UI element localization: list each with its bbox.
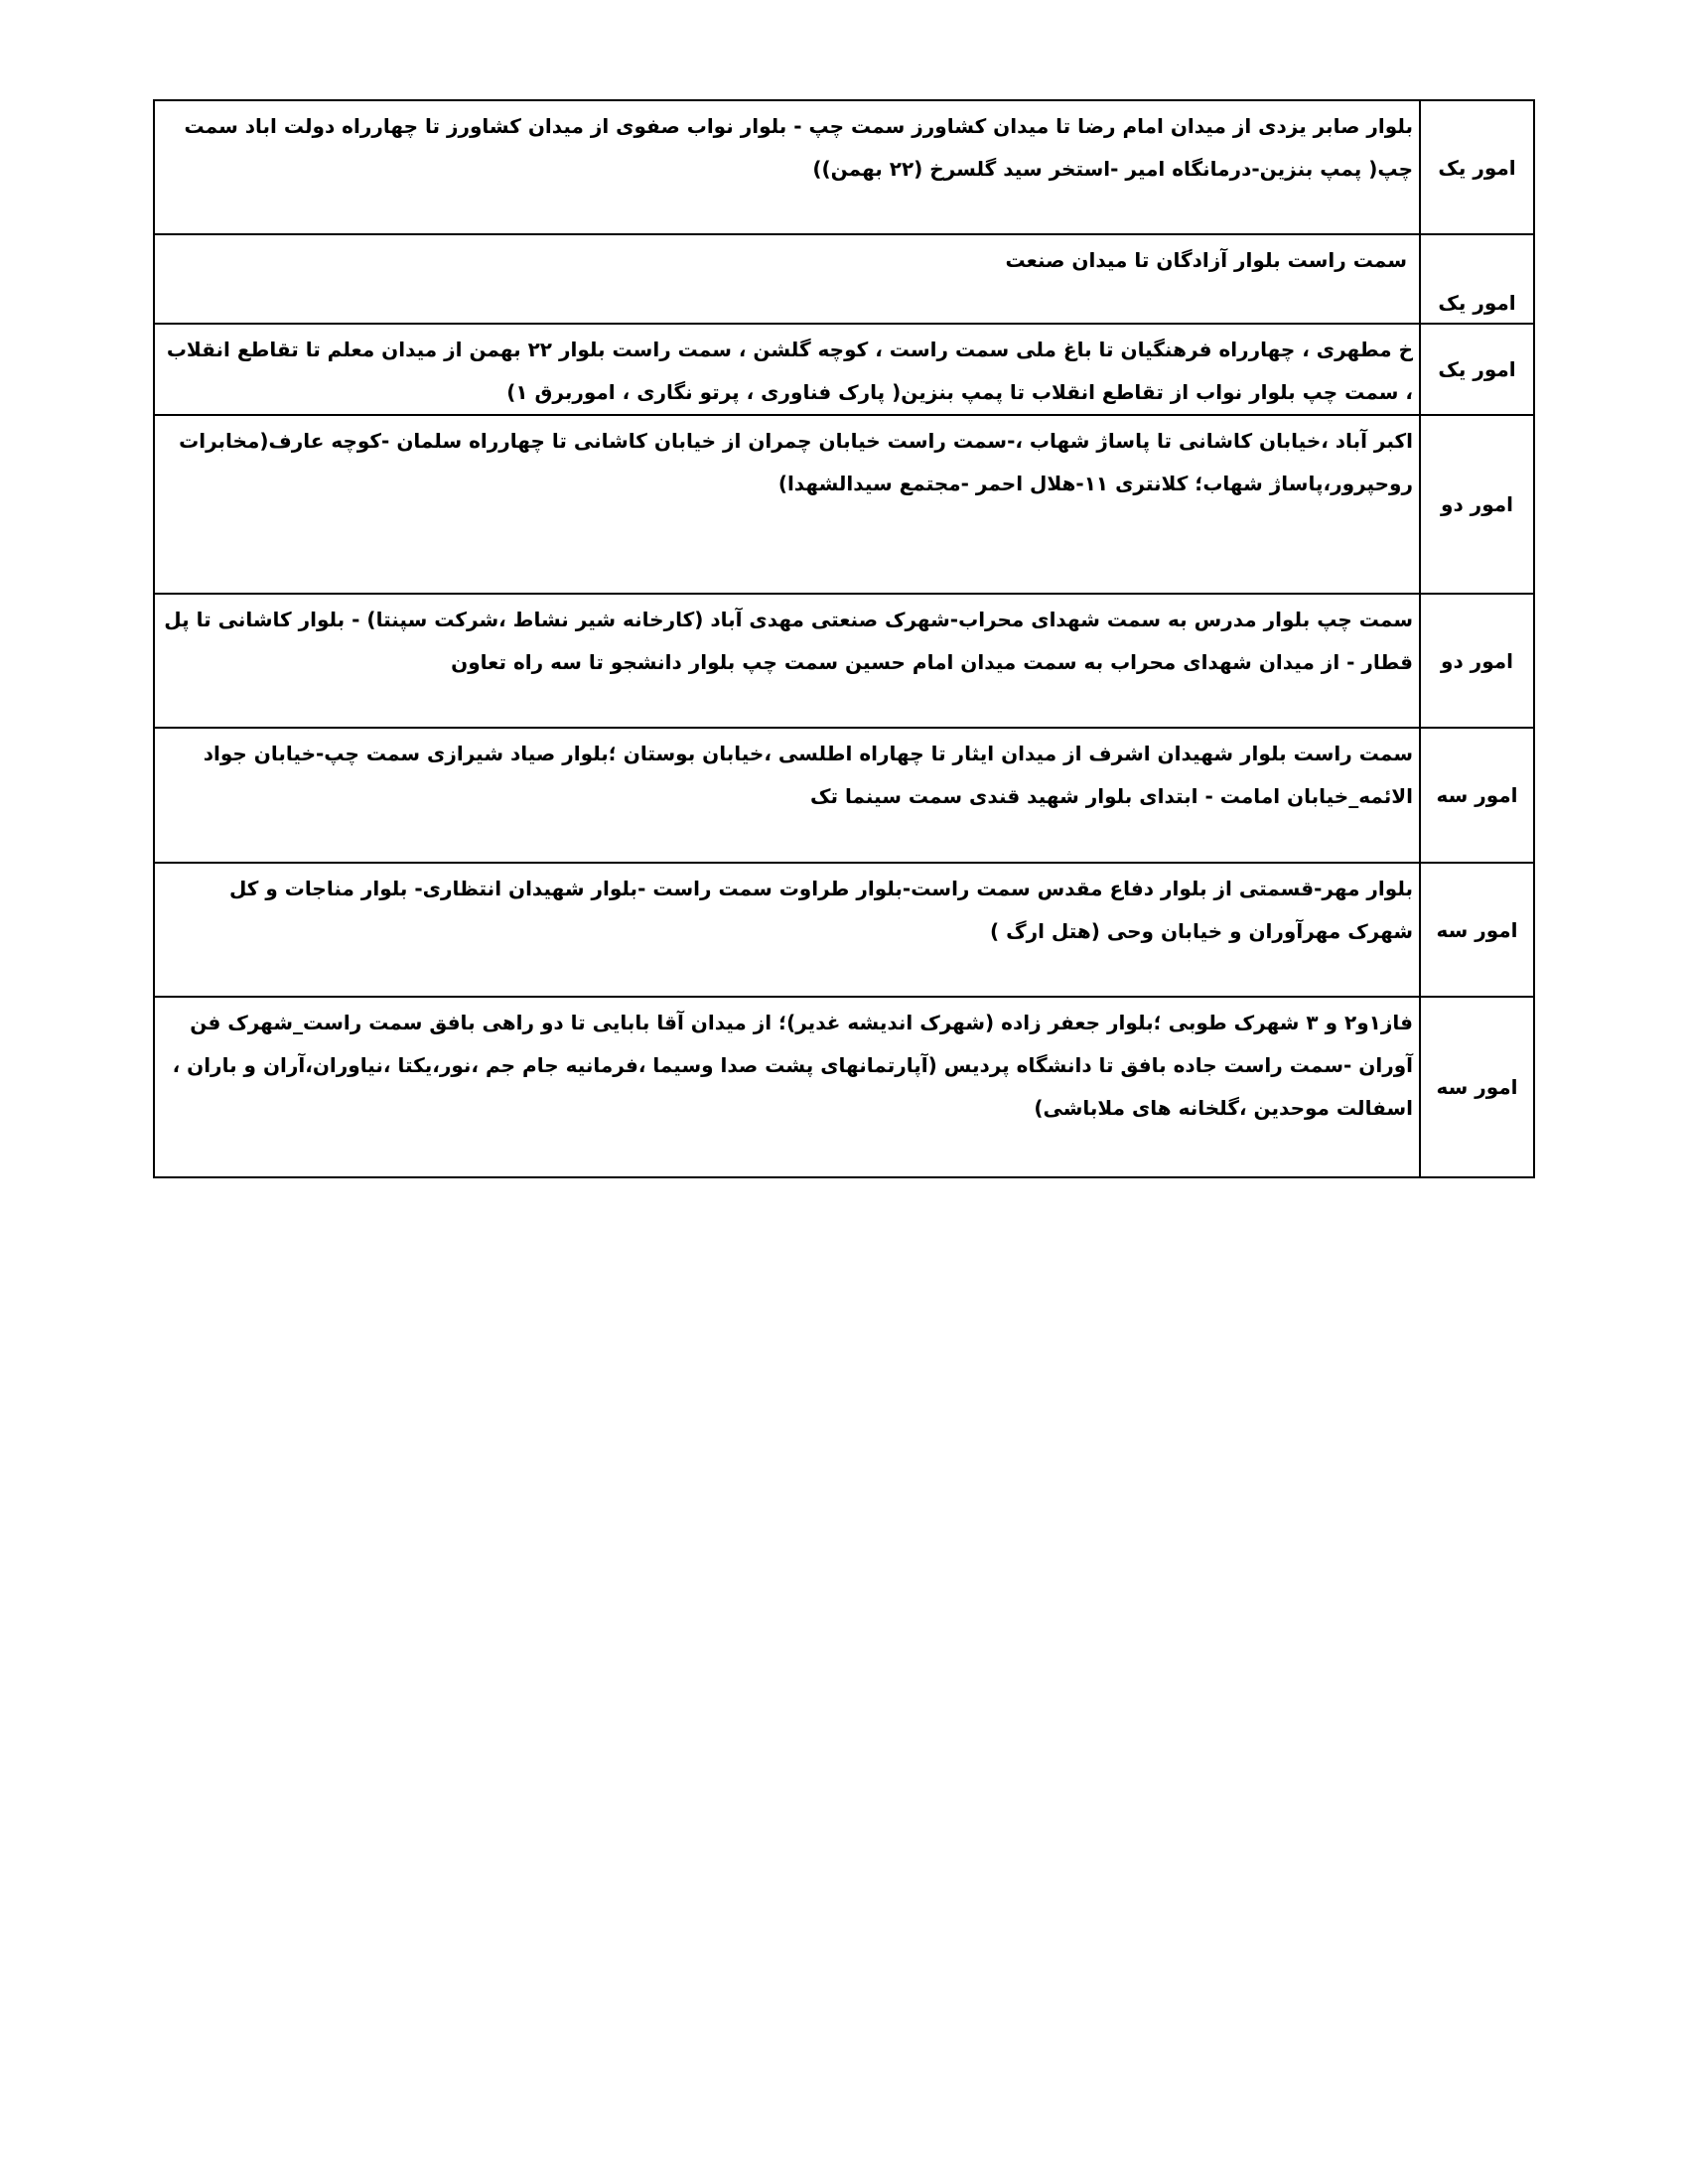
table-row xyxy=(154,728,1534,863)
table-row xyxy=(154,100,1534,234)
areas-cell: فاز۱و۲ و ۳ شهرک طوبی ؛بلوار جعفر زاده (شهرک اندیشه غدیر)؛ از میدان آقا بابایی تا دو راهی بافق سمت راست_شهرک فن آوران -سمت راست جاده بافق تا دانشگاه پردیس (آپارتمانهای پشت صدا وسیما ،فرمانیه جام جم ،نور،یکتا ،نیاوران،آران و باران ، اسفالت موحدین ،گلخانه های ملاباشی) xyxy=(154,997,1420,1177)
outage-areas-table xyxy=(153,99,1535,1178)
district-cell: امور یک xyxy=(1420,234,1534,324)
district-cell: امور سه xyxy=(1420,997,1534,1177)
district-cell: امور سه xyxy=(1420,728,1534,863)
areas-cell: سمت راست بلوار آزادگان تا میدان صنعت xyxy=(154,234,1420,324)
district-cell: امور سه xyxy=(1420,863,1534,997)
table-row xyxy=(154,234,1534,324)
areas-cell: خ مطهری ، چهارراه فرهنگیان تا باغ ملی سمت راست ، کوچه گلشن ، سمت راست بلوار ۲۲ بهمن از میدان معلم تا تقاطع انقلاب ، سمت چپ بلوار نواب از تقاطع انقلاب تا پمپ بنزین( پارک فناوری ، پرتو نگاری ، اموربرق ۱) xyxy=(154,324,1420,415)
district-cell: امور یک xyxy=(1420,324,1534,415)
district-cell: امور دو xyxy=(1420,415,1534,594)
areas-cell: بلوار صابر یزدی از میدان امام رضا تا میدان کشاورز سمت چپ - بلوار نواب صفوی از میدان کشاورز تا چهارراه دولت اباد سمت چپ( پمپ بنزین-درمانگاه امیر -استخر سید گلسرخ (۲۲ بهمن)) xyxy=(154,100,1420,234)
areas-cell: سمت راست بلوار شهیدان اشرف از میدان ایثار تا چهاراه اطلسی ،خیابان بوستان ؛بلوار صیاد شیرازی سمت چپ-خیابان جواد الائمه_خیابان امامت - ابتدای بلوار شهید قندی سمت سینما تک xyxy=(154,728,1420,863)
district-cell: امور دو xyxy=(1420,594,1534,728)
areas-cell: سمت چپ بلوار مدرس به سمت شهدای محراب-شهرک صنعتی مهدی آباد (کارخانه شیر نشاط ،شرکت سپنتا) - بلوار کاشانی تا پل قطار - از میدان شهدای محراب به سمت میدان امام حسین سمت چپ بلوار دانشجو تا سه راه تعاون xyxy=(154,594,1420,728)
table-row xyxy=(154,324,1534,415)
areas-cell: اکبر آباد ،خیابان کاشانی تا پاساژ شهاب ،-سمت راست خیابان چمران از خیابان کاشانی تا چهارراه سلمان -کوچه عارف(مخابرات روحپرور،پاساژ شهاب؛ کلانتری ۱۱-هلال احمر -مجتمع سیدالشهدا) xyxy=(154,415,1420,594)
table-row xyxy=(154,863,1534,997)
areas-cell: بلوار مهر-قسمتی از بلوار دفاع مقدس سمت راست-بلوار طراوت سمت راست -بلوار شهیدان انتظاری- بلوار مناجات و کل شهرک مهرآوران و خیابان وحی (هتل ارگ ) xyxy=(154,863,1420,997)
table-row xyxy=(154,997,1534,1177)
table-row xyxy=(154,415,1534,594)
table-row xyxy=(154,594,1534,728)
district-cell: امور یک xyxy=(1420,100,1534,234)
